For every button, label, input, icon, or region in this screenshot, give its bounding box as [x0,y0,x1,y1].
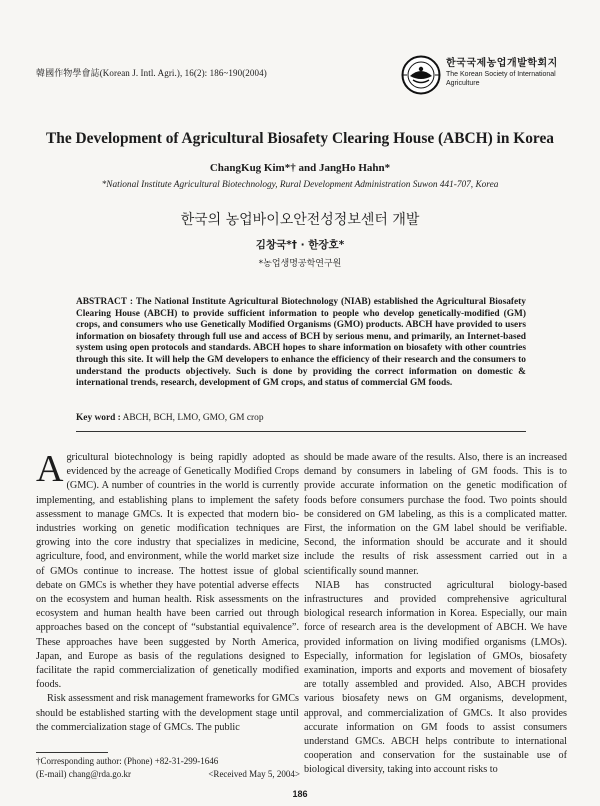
intro-paragraph [36,448,299,692]
paper-title: The Development of Agricultural Biosafety Clearing House (ABCH) in Korea [46,130,554,147]
page-number: 186 [292,789,308,799]
footnote [36,755,300,780]
keywords-label: Key word : [76,413,121,423]
journal-reference: 韓國作物學會誌(Korean J. Intl. Agri.), 16(2): 186~190(2004) [36,68,267,78]
korean-title: 한국의 농업바이오안전성정보센터 개발 [180,212,420,228]
body-column-left [36,448,299,735]
keywords-value: ABCH, BCH, LMO, GMO, GM crop [120,413,264,423]
society-name-english-2: Agriculture [446,80,480,87]
corresponding-author: †Corresponding author: (Phone) +82-31-299-1646 [36,756,219,766]
abstract-divider [76,431,526,432]
author-affiliation: *National Institute Agricultural Biotechnology, Rural Development Administration Suwon 441-707, Korea [101,180,499,190]
body-paragraph: should be made aware of the results. Also, there is an increased demand by consumers in labeling of GM foods. This is to provide accurate information on the genetic modification of foods before consumers purchase the food. Two points should be considered on GM labeling, as this is a complicated matter. First, the information on the GM label should be verifiable. Second, the information should be accurate and it should include the results of risk assessment carried out in a scientifically sound manner. [304,452,567,577]
korean-author-list: 김창국*† · 한장호* [255,239,345,251]
received-date: <Received May 5, 2004> [208,768,300,779]
society-name-english: The Korean Society of International [446,71,556,78]
body-paragraph: Risk assessment and risk management frameworks for GMCs should be established starting with the development stage until the commercialization stage of GMCs. The public [36,693,299,733]
society-logo-icon [401,55,441,95]
author-email: (E-mail) chang@rda.go.kr [36,768,132,779]
intro-paragraph-text: gricultural biotechnology is being rapidly adopted as evidenced by the acreage of Genetically Modified Crops (GMC). A number of countries in the world is currently implementing, and establishing plans to implement the safety assessment to manage GMCs. It is expected that modern bio-industries working on genetic modification techniques are growing into the core industry that specializes in medicine, agriculture, food, and environment, while the world market size of GMOs continue to increase. The hottest issue of global debate on GMCs is whether they have potential adverse effects on the ecosystem and human health. Risk assessments on the ecosystem and human health have been carried out through approaches based on the concept of “substantial equivalence”. These approaches have been suggested by North America, Japan, and Europe as basis of the regulations designed to facilitate the rapid commercialization of genetically modified foods. [36,452,299,691]
keywords [76,413,526,423]
society-header [401,55,571,97]
footnote-divider [36,752,108,753]
body-paragraph: NIAB has constructed agricultural biology-based infrastructures and provided comprehensive agricultural biological research information in Korea. Especially, our main force of research area is the development of ABCH. We have provided information on living modified organisms (LMOs). Especially, information for legislation of GMOs, biosafety examination, imports and exports and movement of biosafety are totally assembled and provided. Also, ABCH provides various biosafety news on GM organisms, development, approval, and commercialization of GMCs. It also provides accurate information on GM foods to assist consumers understand GMCs. ABCH helps contribute to international cooperation and conservation for the sustainable use of biological diversity, taking into account risks to [304,579,567,776]
body-column-right [304,451,567,778]
korean-affiliation: *농업생명공학연구원 [258,259,342,269]
author-list: ChangKug Kim*† and JangHo Hahn* [209,162,391,174]
society-name-korean: 한국국제농업개발학회지 [446,58,558,69]
drop-cap: A [36,448,64,490]
abstract: ABSTRACT : The National Institute Agricultural Biotechnology (NIAB) established the Agricultural Biosafety Clearing House (ABCH) to provide sufficient information to people who develop genetically-modified (GM) crops, and consumers who use Genetically Modified Organisms (GMO) products. ABCH have provided to users information on biosafety through full use and access of BCH by serious menu, and primarily, an Internet-based system using open protocols and standards. ABCH hopes to share information on biosafety with other countries through this site. It will help the GM developers to enhance the efficiency of their research and the consumers to understand the products objectively. Such is done by providing the correct information on domestic & international trends, research, development of GM crops, and status of commercial GM foods. [76,297,526,389]
